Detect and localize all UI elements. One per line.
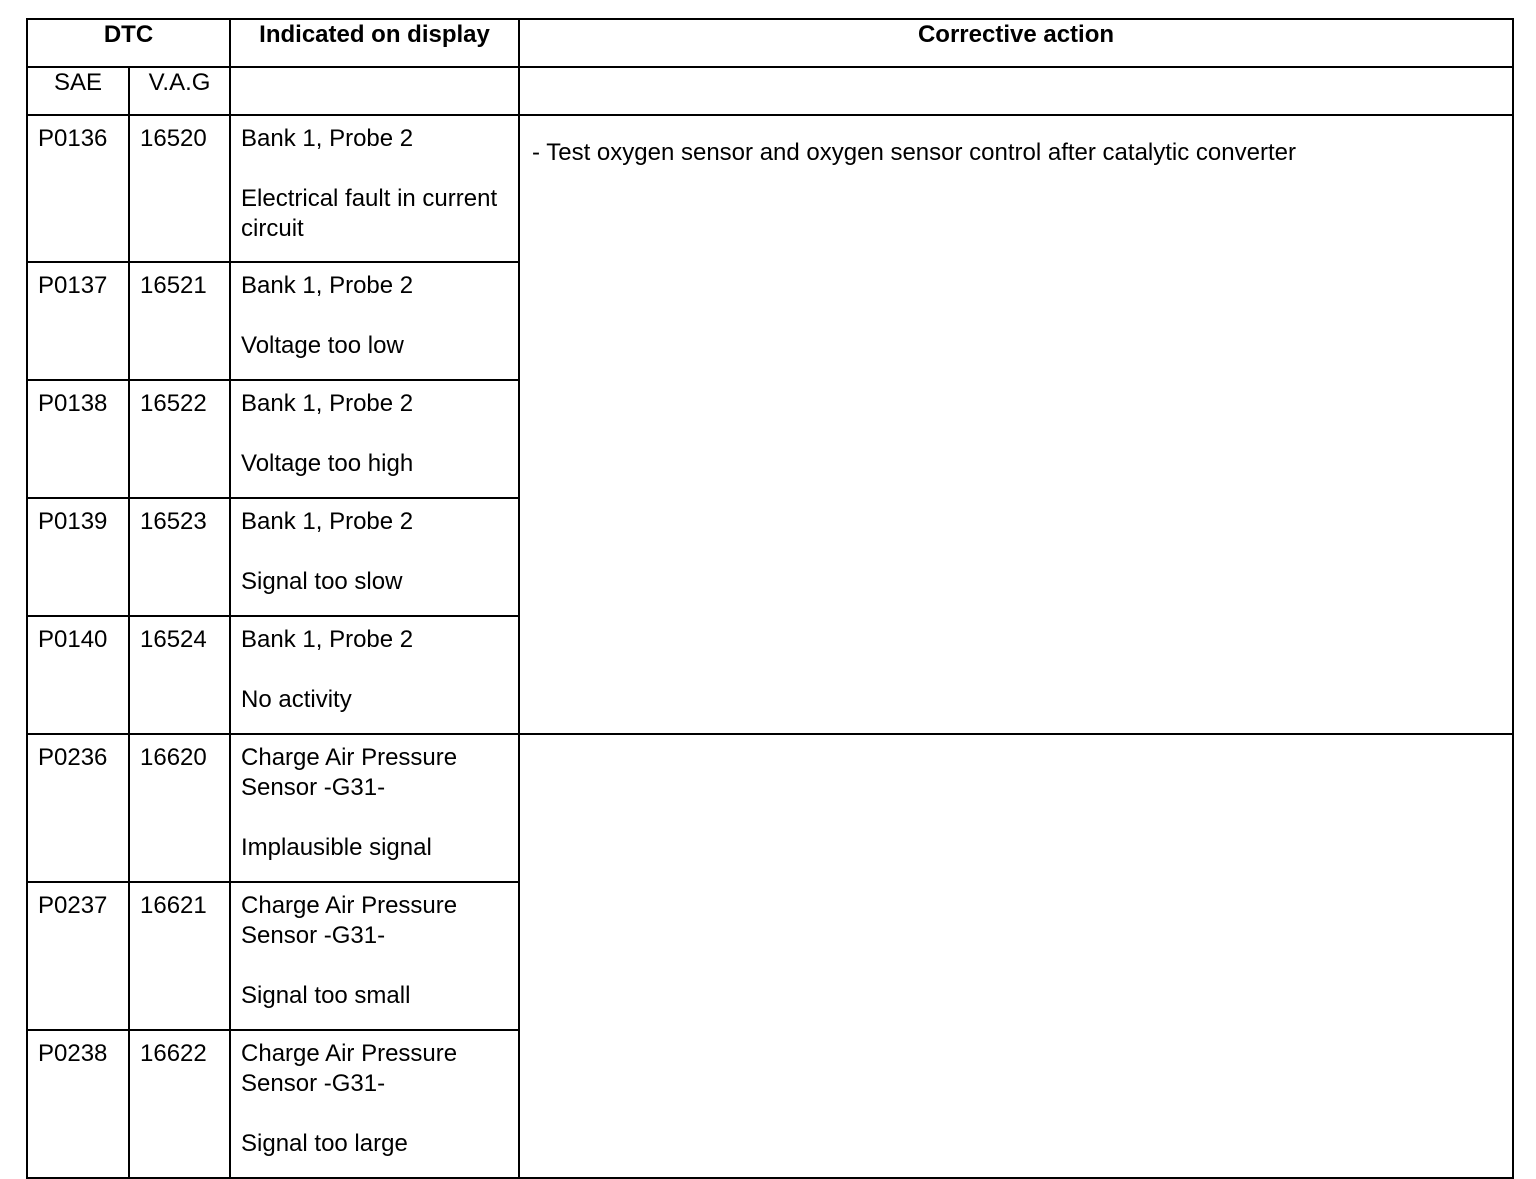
subheader-empty-display	[230, 67, 519, 115]
sae-code: P0137	[27, 262, 129, 380]
display-main: Bank 1, Probe 2	[241, 125, 414, 152]
corrective-action-oxygen-sensor: - Test oxygen sensor and oxygen sensor control after catalytic converter	[519, 115, 1513, 734]
sae-code: P0236	[27, 734, 129, 882]
display-detail: Electrical fault in current circuit	[241, 185, 498, 242]
corrective-action-charge-air	[519, 734, 1513, 1178]
sae-code: P0237	[27, 882, 129, 1030]
header-dtc: DTC	[27, 19, 230, 67]
header-row	[27, 19, 1513, 67]
dtc-table	[26, 18, 1514, 1179]
display-main: Charge Air Pressure Sensor -G31-	[241, 1040, 458, 1097]
vag-code: 16622	[129, 1030, 230, 1178]
subheader-empty-action	[519, 67, 1513, 115]
display-detail: Voltage too low	[241, 332, 404, 359]
vag-code: 16620	[129, 734, 230, 882]
display-detail: Implausible signal	[241, 834, 432, 861]
subheader-sae: SAE	[27, 67, 129, 115]
vag-code: 16524	[129, 616, 230, 734]
vag-code: 16522	[129, 380, 230, 498]
header-corrective-action: Corrective action	[519, 19, 1513, 67]
display-main: Charge Air Pressure Sensor -G31-	[241, 744, 458, 801]
display-main: Bank 1, Probe 2	[241, 272, 414, 299]
display-detail: Signal too small	[241, 982, 411, 1009]
display-text	[230, 498, 519, 616]
display-text	[230, 616, 519, 734]
vag-code: 16621	[129, 882, 230, 1030]
sae-code: P0136	[27, 115, 129, 262]
vag-code: 16523	[129, 498, 230, 616]
sae-code: P0139	[27, 498, 129, 616]
display-text	[230, 734, 519, 882]
vag-code: 16520	[129, 115, 230, 262]
sae-code: P0140	[27, 616, 129, 734]
display-detail: No activity	[241, 686, 352, 713]
sae-code: P0138	[27, 380, 129, 498]
display-text	[230, 115, 519, 262]
display-text	[230, 380, 519, 498]
sae-code: P0238	[27, 1030, 129, 1178]
vag-code: 16521	[129, 262, 230, 380]
header-indicated-on-display: Indicated on display	[230, 19, 519, 67]
display-detail: Signal too large	[241, 1130, 408, 1157]
display-main: Bank 1, Probe 2	[241, 390, 414, 417]
display-detail: Signal too slow	[241, 568, 403, 595]
display-text	[230, 882, 519, 1030]
display-text	[230, 1030, 519, 1178]
subheader-vag: V.A.G	[129, 67, 230, 115]
subheader-row	[27, 67, 1513, 115]
display-main: Bank 1, Probe 2	[241, 508, 414, 535]
table-row	[27, 115, 1513, 262]
table-row	[27, 734, 1513, 882]
display-main: Bank 1, Probe 2	[241, 626, 414, 653]
display-detail: Voltage too high	[241, 450, 414, 477]
display-main: Charge Air Pressure Sensor -G31-	[241, 892, 458, 949]
display-text	[230, 262, 519, 380]
